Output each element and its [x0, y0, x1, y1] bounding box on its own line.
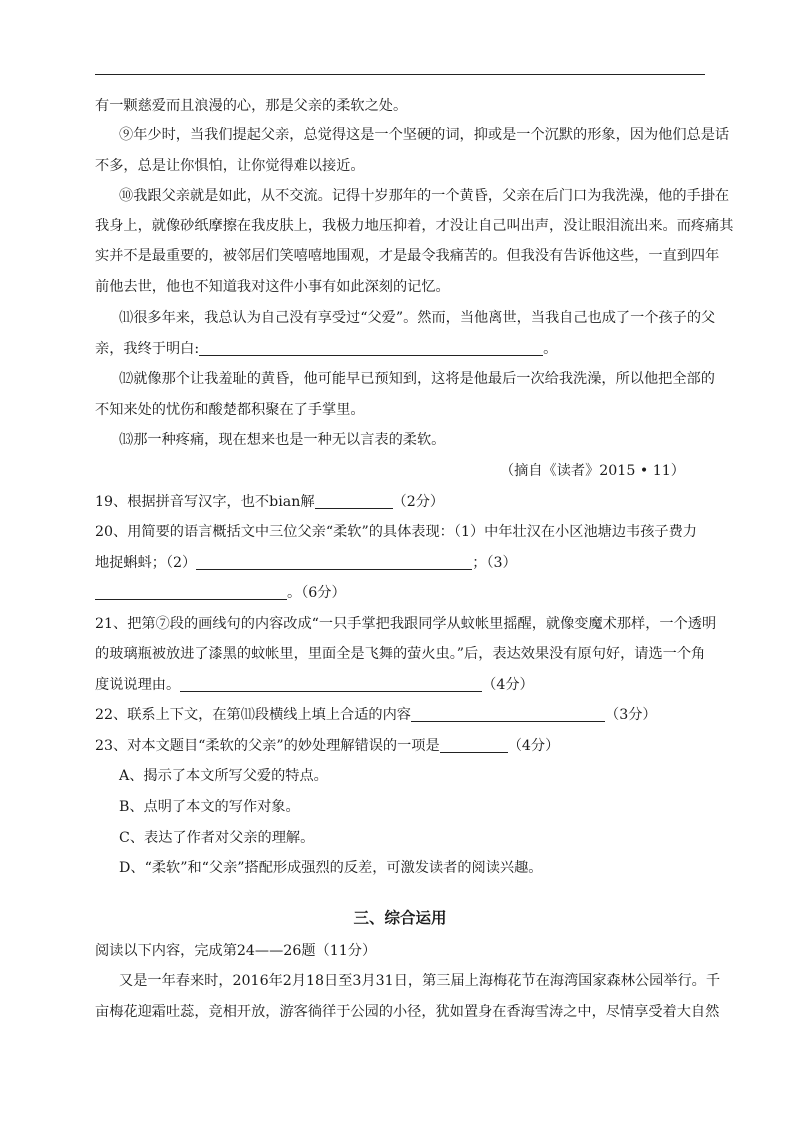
- paragraph-8-tail: 有一颗慈爱而且浪漫的心，那是父亲的柔软之处。: [95, 98, 408, 114]
- answer-blank-q20-3[interactable]: [95, 584, 287, 600]
- paragraph-13: ⒀那一种疼痛，现在想来也是一种无以言表的柔软。: [119, 432, 446, 448]
- paragraph-11-line2: [95, 339, 707, 359]
- question-20-text: ；（3）: [472, 555, 517, 571]
- header-rule: [95, 74, 705, 75]
- paragraph-9-line: 不多，总是让你惧怕，让你觉得难以接近。: [95, 158, 365, 174]
- question-21-score: （4分）: [482, 677, 534, 693]
- source-citation: （摘自《读者》2015 • 11）: [499, 463, 685, 479]
- option-d: D、“柔软”和“父亲”搭配形成强烈的反差，可激发读者的阅读兴趣。: [119, 860, 543, 876]
- question-19-text: 19、根据拼音写汉字，也不bian解: [95, 494, 315, 510]
- section-text-line: 又是一年春来时，2016年2月18日至3月31日，第三届上海梅花节在海湾国家森林公园举行。千: [119, 973, 721, 989]
- paragraph-12-line: 不知来处的忧伤和酸楚都积聚在了手掌里。: [95, 402, 365, 418]
- question-23-text: 23、对本文题目“柔软的父亲”的妙处理解错误的一项是: [95, 738, 440, 754]
- option-c: C、表达了作者对父亲的理解。: [119, 830, 315, 846]
- question-20-line3: [95, 583, 707, 603]
- section-title: 三、综合运用: [353, 908, 447, 927]
- answer-blank-q21[interactable]: [180, 676, 482, 692]
- question-21-text: 度说说理由。: [95, 677, 181, 693]
- question-20-line2: [95, 553, 707, 573]
- paragraph-12-line: ⑿就像那个让我羞耻的黄昏，他可能早已预知到，这将是他最后一次给我洗澡，所以他把全部的: [119, 371, 715, 387]
- section-text-line: 亩梅花迎霜吐蕊，竞相开放，游客徜徉于公园的小径，犹如置身在香海雪涛之中，尽情享受着大自然: [95, 1004, 720, 1020]
- question-22: [95, 705, 707, 725]
- question-23: [95, 736, 707, 756]
- question-19: [95, 492, 707, 512]
- option-a: A、揭示了本文所写父爱的特点。: [119, 768, 328, 784]
- paragraph-11-text: 亲，我终于明白:: [95, 341, 200, 357]
- question-21-line3: [95, 675, 707, 695]
- answer-blank-q20-2[interactable]: [196, 554, 472, 570]
- question-20-line: 20、用简要的语言概括文中三位父亲“柔软”的具体表现：（1）中年壮汉在小区池塘边韦孩子费力: [95, 524, 697, 540]
- option-b: B、点明了本文的写作对象。: [119, 799, 300, 815]
- question-23-score: （4分）: [507, 738, 560, 754]
- question-21-line: 21、把第⑦段的画线句的内容改成“一只手掌把我跟同学从蚊帐里摇醒，就像变魔术那样，一个透明: [95, 616, 717, 632]
- question-20-text: 地捉蝌蚪；（2）: [95, 555, 197, 571]
- section-instruction: 阅读以下内容，完成第24——26题（11分）: [95, 943, 377, 959]
- question-22-text: 22、联系上下文，在第⑾段横线上填上合适的内容: [95, 707, 411, 723]
- question-20-score: 。（6分）: [287, 585, 346, 601]
- paragraph-10-line: ⑩我跟父亲就是如此，从不交流。记得十岁那年的一个黄昏，父亲在后门口为我洗澡，他的手掛在: [119, 188, 730, 204]
- paragraph-10-line: 我身上，就像砂纸摩擦在我皮肤上，我极力地压抑着，才没让自己叫出声，没让眼泪流出来。而疼痛其: [95, 218, 734, 234]
- answer-blank-q22[interactable]: [199, 340, 543, 356]
- question-19-score: （2分）: [392, 494, 445, 510]
- answer-blank-q19[interactable]: [315, 493, 393, 509]
- answer-blank-q22-line[interactable]: [411, 706, 605, 722]
- paragraph-11-line: ⑾很多年来，我总认为自己没有享受过“父爱”。然而，当他离世，当我自己也成了一个孩子的父: [119, 310, 716, 326]
- paragraph-10-line: 实并不是最重要的，被邻居们笑嘻嘻地围观，才是最令我痛苦的。但我没有告诉他这些，一直到四年: [95, 248, 720, 264]
- paragraph-10-line: 前他去世，他也不知道我对这件小事有如此深刻的记忆。: [95, 279, 450, 295]
- paragraph-11-end: 。: [543, 341, 558, 357]
- question-22-score: （3分）: [605, 707, 657, 723]
- paragraph-9-line: ⑨年少时，当我们提起父亲，总觉得这是一个坚硬的词，抑或是一个沉默的形象，因为他们总是话: [119, 127, 730, 143]
- question-21-line: 的玻璃瓶被放进了漆黑的蚊帐里，里面全是飞舞的萤火虫。”后，表达效果没有原句好，请选一个角: [95, 646, 706, 662]
- answer-blank-q23[interactable]: [440, 737, 508, 753]
